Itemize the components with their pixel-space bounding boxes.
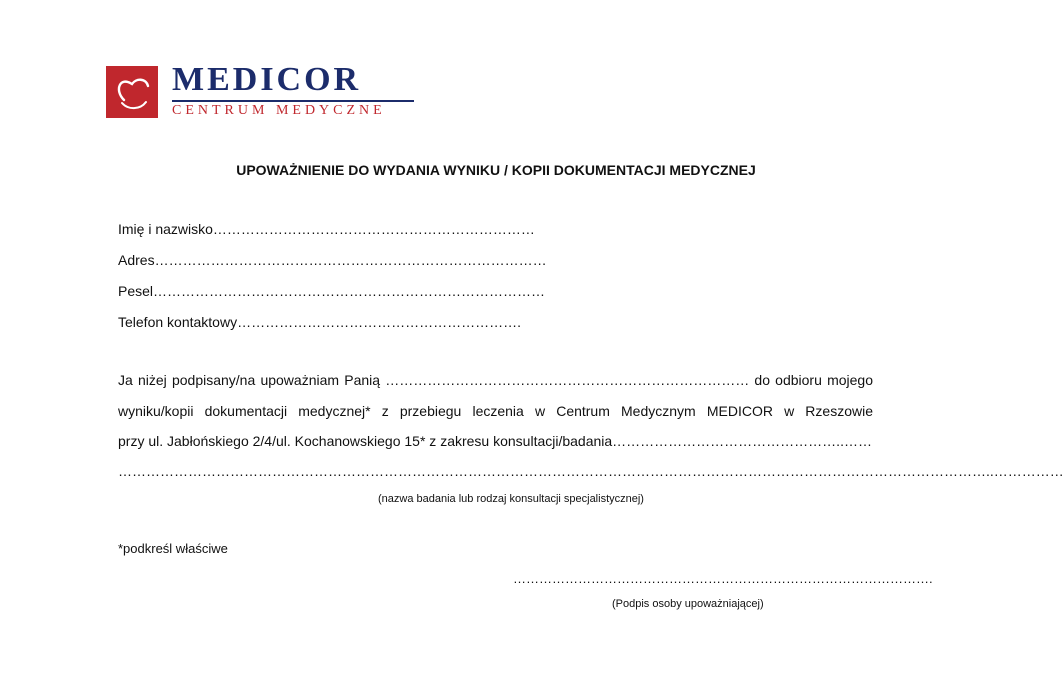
field-name: Imię i nazwisko…………………………………………………………… — [118, 221, 535, 237]
field-phone: Telefon kontaktowy……………………………………………………. — [118, 314, 521, 330]
signature-caption: (Podpis osoby upoważniającej) — [612, 598, 764, 610]
statement-line-1: Ja niżej podpisany/na upoważniam Panią …………………………………………………………………… do odbioru mojego — [118, 372, 873, 388]
statement-line-4: ……………………………………………………………………………………………………………………………………………………………………..…………… — [118, 463, 1064, 479]
brand-divider — [172, 100, 414, 102]
footnote: *podkreśl właściwe — [118, 541, 228, 556]
brand-subtitle: CENTRUM MEDYCZNE — [172, 103, 386, 118]
field-address: Adres………………………………………………………………………… — [118, 252, 547, 268]
statement-line-3: przy ul. Jabłońskiego 2/4/ul. Kochanowskiego 15* z zakresu konsultacji/badania…………………………………………..…… — [118, 433, 872, 449]
field-pesel: Pesel………………………………………………………………………… — [118, 283, 546, 299]
signature-line: ……………………………………………………………………………………. — [513, 571, 933, 586]
brand-name: MEDICOR — [172, 61, 362, 98]
exam-name-caption: (nazwa badania lub rodzaj konsultacji specjalistycznej) — [378, 493, 644, 505]
document-title: UPOWAŻNIENIE DO WYDANIA WYNIKU / KOPII DOKUMENTACJI MEDYCZNEJ — [236, 162, 756, 178]
heart-swoosh-icon — [106, 66, 158, 118]
medicor-logo — [106, 61, 416, 122]
statement-line-2: wyniku/kopii dokumentacji medycznej* z przebiegu leczenia w Centrum Medycznym MEDICOR w Rzeszowie — [118, 403, 873, 419]
